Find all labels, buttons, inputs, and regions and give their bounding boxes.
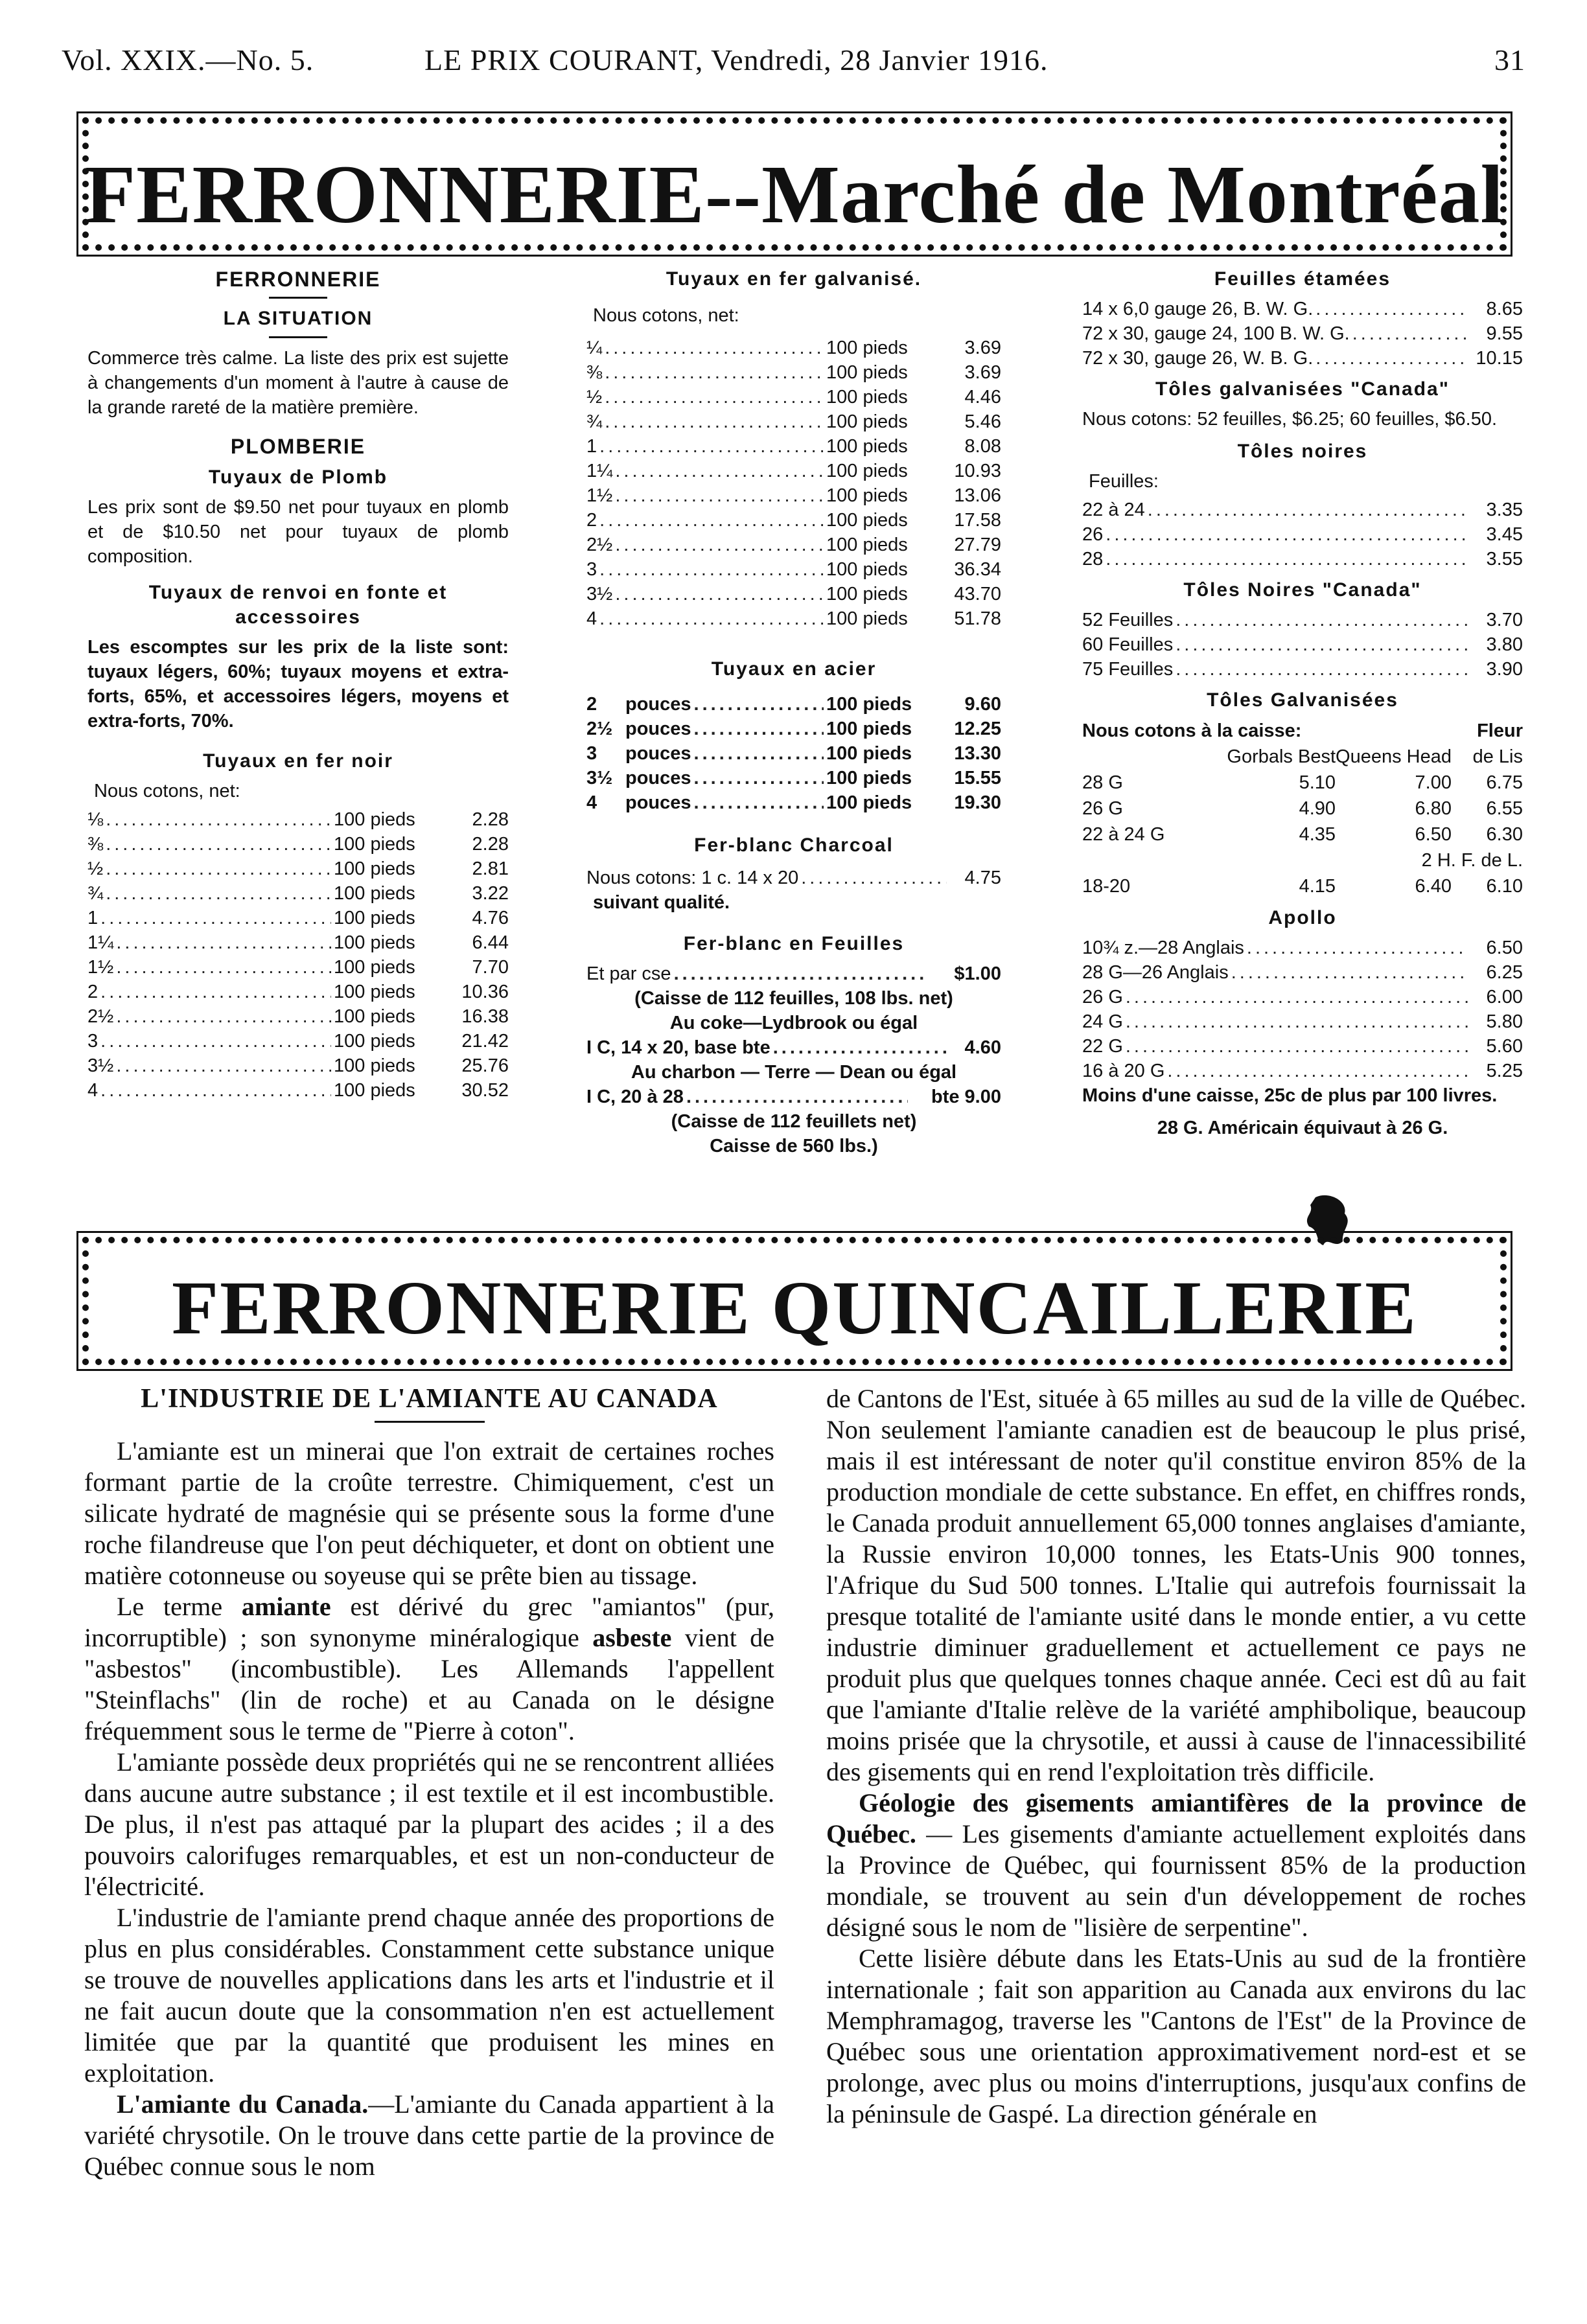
price-row: 2 pouces ..... 100 pieds 9.60 (586, 692, 1001, 717)
col-header: de Lis (1472, 746, 1523, 767)
price-column-3 (1082, 260, 1523, 1140)
charcoal-tail: suivant qualité. (593, 892, 730, 913)
article-title: L'INDUSTRIE DE L'AMIANTE AU CANADA (141, 1384, 718, 1414)
price-row: 52 Feuilles ..... 3.70 (1082, 608, 1523, 632)
heading-toles-galv-canada: Tôles galvanisées "Canada" (1155, 378, 1450, 400)
apollo-table (1082, 936, 1523, 1083)
price-row: ¾ ..... 100 pieds 3.22 (87, 881, 509, 906)
article-column-left (84, 1383, 774, 2182)
price-row: 16 à 20 G ..... 5.25 (1082, 1059, 1523, 1083)
col-header: Gorbals Best (1227, 746, 1336, 767)
galvanisees-hfl-row: 2 H. F. de L. (1421, 850, 1523, 871)
price-row: 2½ pouces ..... 100 pieds 12.25 (586, 717, 1001, 741)
article-paragraph: L'amiante possède deux propriétés qui ne se rencontrent alliées dans aucune autre substance ; il est textile et il est incombustible. De plus, il n'est pas attaqué par la plupart des acides ; il a des pouvoirs calorifuges remarquables, et est un non-conducteur de l'électricité. (84, 1747, 774, 1901)
price-row: 1 ..... 100 pieds 8.08 (586, 434, 1001, 459)
charcoal-row: Nous cotons: 1 c. 14 x 20 ..... 4.75 (586, 866, 1001, 890)
price-row: ⅜ ..... 100 pieds 2.28 (87, 832, 509, 857)
article-paragraph: Géologie des gisements amiantifères de la province de Québec. — Les gisements d'amiante actuellement exploités dans la Province de Québec, qui fournissent 85% de la production mondiale, se trouvent au sein d'un développement de roches désigné sous le nom de "lisière de serpentine". (826, 1788, 1526, 1942)
fer-noir-table (87, 807, 509, 1103)
table-row: 18-20 4.15 6.40 6.10 (1082, 876, 1523, 897)
price-row: 28 G—26 Anglais ..... 6.25 (1082, 960, 1523, 985)
heading-fer-blanc-feuilles: Fer-blanc en Feuilles (683, 933, 905, 954)
price-row: 26 G ..... 6.00 (1082, 985, 1523, 1009)
galvanisees-fleur: Fleur (1477, 720, 1523, 741)
price-row: 3 ..... 100 pieds 36.34 (586, 557, 1001, 582)
heading-feuilles-etamees: Feuilles étamées (1214, 268, 1391, 290)
price-row: 2½ ..... 100 pieds 16.38 (87, 1004, 509, 1029)
heading-fer-galvanise: Tuyaux en fer galvanisé. (666, 268, 922, 290)
table-row: 26 G 4.90 6.80 6.55 (1082, 798, 1523, 819)
galvanisees-intro-row (1082, 718, 1523, 744)
price-row: 2 ..... 100 pieds 17.58 (586, 508, 1001, 533)
market-banner (76, 111, 1512, 257)
price-row: 1¼ ..... 100 pieds 10.93 (586, 459, 1001, 483)
volume-number: Vol. XXIX.—No. 5. (62, 43, 314, 76)
heading-tuyaux-acier: Tuyaux en acier (711, 658, 877, 680)
price-column-2 (586, 260, 1001, 1158)
price-row: 10¾ z.—28 Anglais ..... 6.50 (1082, 936, 1523, 960)
galvanisees-header-row (1082, 744, 1523, 770)
heading-fer-noir: Tuyaux en fer noir (203, 750, 393, 772)
price-row: 1 ..... 100 pieds 4.76 (87, 906, 509, 930)
article-paragraph: Le terme amiante est dérivé du grec "amiantos" (pur, incorruptible) ; son synonyme minéralogique asbeste vient de "asbestos" (incombustible). Les Allemands l'appellent "Steinflachs" (lin de roche) et au Canada on le désigne fréquemment sous le terme de "Pierre à coton". (84, 1592, 775, 1745)
price-row: 1½ ..... 100 pieds 7.70 (87, 955, 509, 980)
price-row: ¼ ..... 100 pieds 3.69 (586, 336, 1001, 360)
article-paragraph: L'amiante est un minerai que l'on extrait de certaines roches formant partie de la croûte terrestre. Chimiquement, c'est un silicate hydraté de magnésie qui se présente sous la forme d'une roche filandreuse que l'on peut déchiqueter, et dont on obtient une matière cotonneuse ou soyeuse qui se prête bien au tissage. (84, 1436, 774, 1590)
col-header: Queens Head (1336, 746, 1452, 767)
heading-tuyaux-plomb: Tuyaux de Plomb (208, 466, 388, 488)
article-paragraph: L'industrie de l'amiante prend chaque année des proportions de plus en plus considérables. Constamment cette substance unique se trouve de nouvelles applications dans les arts et l'industrie et il ne fait aucun doute que la consommation n'en est actuellement limitée que par la quantité que produisent les mines en exploitation. (84, 1903, 774, 2088)
price-row: 24 G ..... 5.80 (1082, 1009, 1523, 1034)
heading-fer-blanc-charcoal: Fer-blanc Charcoal (694, 834, 894, 856)
price-row: 4 ..... 100 pieds 30.52 (87, 1078, 509, 1103)
acier-table (586, 692, 1001, 815)
fb-case-row: Et par cse ..... $1.00 (586, 961, 1001, 986)
price-row: 72 x 30, gauge 26, W. B. G. ..... 10.15 (1082, 346, 1523, 371)
price-row: 22 à 24 ..... 3.35 (1082, 498, 1523, 522)
plomb-text: Les prix sont de $9.50 net pour tuyaux en plomb et de $10.50 net pour tuyaux de plomb composition. (87, 497, 509, 567)
heading-toles-noires-canada: Tôles Noires "Canada" (1183, 579, 1422, 601)
heading-plomberie: PLOMBERIE (230, 435, 366, 458)
heading-toles-noires: Tôles noires (1237, 441, 1368, 462)
price-row: 60 Feuilles ..... 3.80 (1082, 632, 1523, 657)
price-row: 72 x 30, gauge 24, 100 B. W. G. ..... 9.55 (1082, 321, 1523, 346)
fb-ic-row: I C, 14 x 20, base bte ..... 4.60 (586, 1035, 1001, 1060)
article-paragraph: Cette lisière débute dans les Etats-Unis au sud de la frontière internationale ; fait son apparition au Canada aux environs du lac Memphramagog, traverse les "Cantons de l'Est" de la Province de Québec sous une orientation approximativement nord-est et se prolonge, avec plus ou moins d'interruptions, jusqu'aux confins de la péninsule de Gaspé. La direction générale en (826, 1944, 1526, 2128)
article-column-right (826, 1383, 1526, 2130)
fb-coke: Au coke—Lydbrook ou égal (669, 1013, 918, 1033)
price-row: 3 pouces ..... 100 pieds 13.30 (586, 741, 1001, 766)
price-row: 4 ..... 100 pieds 51.78 (586, 606, 1001, 631)
galvanisees-intro: Nous cotons à la caisse: (1082, 720, 1302, 741)
galv-canada-text: Nous cotons: 52 feuilles, $6.25; 60 feuilles, $6.50. (1082, 409, 1498, 430)
price-row: ⅜ ..... 100 pieds 3.69 (586, 360, 1001, 385)
quincaillerie-banner-title: FERRONNERIE QUINCAILLERIE (172, 1265, 1417, 1350)
price-row: 22 G ..... 5.60 (1082, 1034, 1523, 1059)
heading-toles-galvanisees: Tôles Galvanisées (1207, 689, 1398, 711)
price-row: 1¼ ..... 100 pieds 6.44 (87, 930, 509, 955)
running-head (62, 43, 1525, 88)
heading-situation: LA SITUATION (223, 308, 373, 329)
divider (269, 336, 327, 338)
table-row: 22 à 24 G 4.35 6.50 6.30 (1082, 824, 1523, 845)
price-row: 3½ ..... 100 pieds 25.76 (87, 1053, 509, 1078)
table-row: 28 G 5.10 7.00 6.75 (1082, 772, 1523, 793)
apollo-note-1: Moins d'une caisse, 25c de plus par 100 livres. (1082, 1085, 1498, 1106)
price-row: 1½ ..... 100 pieds 13.06 (586, 483, 1001, 508)
journal-dateline: LE PRIX COURANT, Vendredi, 28 Janvier 1916. (424, 43, 1048, 76)
apollo-note-2: 28 G. Américain équivaut à 26 G. (1157, 1118, 1448, 1138)
price-row: ⅛ ..... 100 pieds 2.28 (87, 807, 509, 832)
fb-ic2-row: I C, 20 à 28 ..... bte 9.00 (586, 1085, 1001, 1109)
fb-ic2-note2: Caisse de 560 lbs.) (710, 1136, 878, 1156)
heading-ferronnerie: FERRONNERIE (215, 268, 381, 291)
galv-note: Nous cotons, net: (593, 305, 739, 326)
title-divider (375, 1421, 485, 1423)
price-row: 2 ..... 100 pieds 10.36 (87, 980, 509, 1004)
article-paragraph: de Cantons de l'Est, située à 65 milles au sud de la ville de Québec. Non seulement l'amiante canadien est de beaucoup le plus prisé, mais il est intéressant de noter qu'il constitue environ 85% de la production mondiale de cette substance. En effet, en chiffres ronds, le Canada produit annuellement 65,000 tonnes anglaises d'amiante, la Russie environ 10,000 tonnes, les Etats-Unis 900 tonnes, l'Afrique du Sud 500 tonnes. L'Italie qui autrefois fournissait la presque totalité de l'amiante usité dans le monde entier, a vu cette industrie diminuer graduellement et actuellement ce pays ne produit plus que quelques tonnes chaque année. Ceci est dû au fait que l'amiante d'Italie relève de la variété amphibolique, beaucoup moins prisée que la chrysotile, et aussi à cause de l'innacessibilité des gisements qui en rend l'exploitation très difficile. (826, 1384, 1526, 1786)
price-row: ¾ ..... 100 pieds 5.46 (586, 409, 1001, 434)
quincaillerie-banner (76, 1231, 1512, 1371)
noires-table (1082, 498, 1523, 571)
fb-charbon: Au charbon — Terre — Dean ou égal (631, 1062, 957, 1083)
fb-ic2-note1: (Caisse de 112 feuillets net) (671, 1111, 917, 1132)
heading-apollo: Apollo (1268, 907, 1337, 928)
price-row: 3½ ..... 100 pieds 43.70 (586, 582, 1001, 606)
fb-case-note: (Caisse de 112 feuilles, 108 lbs. net) (634, 988, 953, 1009)
price-row: 4 pouces ..... 100 pieds 19.30 (586, 790, 1001, 815)
price-row: 3 ..... 100 pieds 21.42 (87, 1029, 509, 1053)
divider (269, 297, 327, 299)
price-row: 26 ..... 3.45 (1082, 522, 1523, 547)
noires-note: Feuilles: (1089, 471, 1159, 492)
price-row: 2½ ..... 100 pieds 27.79 (586, 533, 1001, 557)
galv-table (586, 336, 1001, 631)
price-row: 3½ pouces ..... 100 pieds 15.55 (586, 766, 1001, 790)
noires-canada-table (1082, 608, 1523, 682)
price-row: ½ ..... 100 pieds 2.81 (87, 857, 509, 881)
price-row: 75 Feuilles ..... 3.90 (1082, 657, 1523, 682)
heading-tuyaux-renvoi: Tuyaux de renvoi en fonte et accessoires (148, 582, 448, 628)
etamees-table (1082, 297, 1523, 371)
article-paragraph: L'amiante du Canada.—L'amiante du Canada appartient à la variété chrysotile. On le trouve dans cette partie de la province de Québec connue sous le nom (84, 2089, 774, 2181)
price-row: 28 ..... 3.55 (1082, 547, 1523, 571)
situation-text: Commerce très calme. La liste des prix est sujette à changements d'un moment à l'autre à cause de la grande rareté de la matière première. (87, 348, 509, 418)
price-row: ½ ..... 100 pieds 4.46 (586, 385, 1001, 409)
page-number: 31 (1494, 43, 1525, 76)
price-column-1 (87, 260, 509, 1103)
renvoi-text: Les escomptes sur les prix de la liste sont: tuyaux légers, 60%; tuyaux moyens et extra-forts, 65%, et accessoires légers, moyens et extra-forts, 70%. (87, 637, 509, 731)
price-row: 14 x 6,0 gauge 26, B. W. G. ..... 8.65 (1082, 297, 1523, 321)
market-banner-title: FERRONNERIE--Marché de Montréal (84, 148, 1505, 240)
fer-noir-note: Nous cotons, net: (94, 781, 240, 801)
galvanisees-table (1082, 718, 1523, 899)
